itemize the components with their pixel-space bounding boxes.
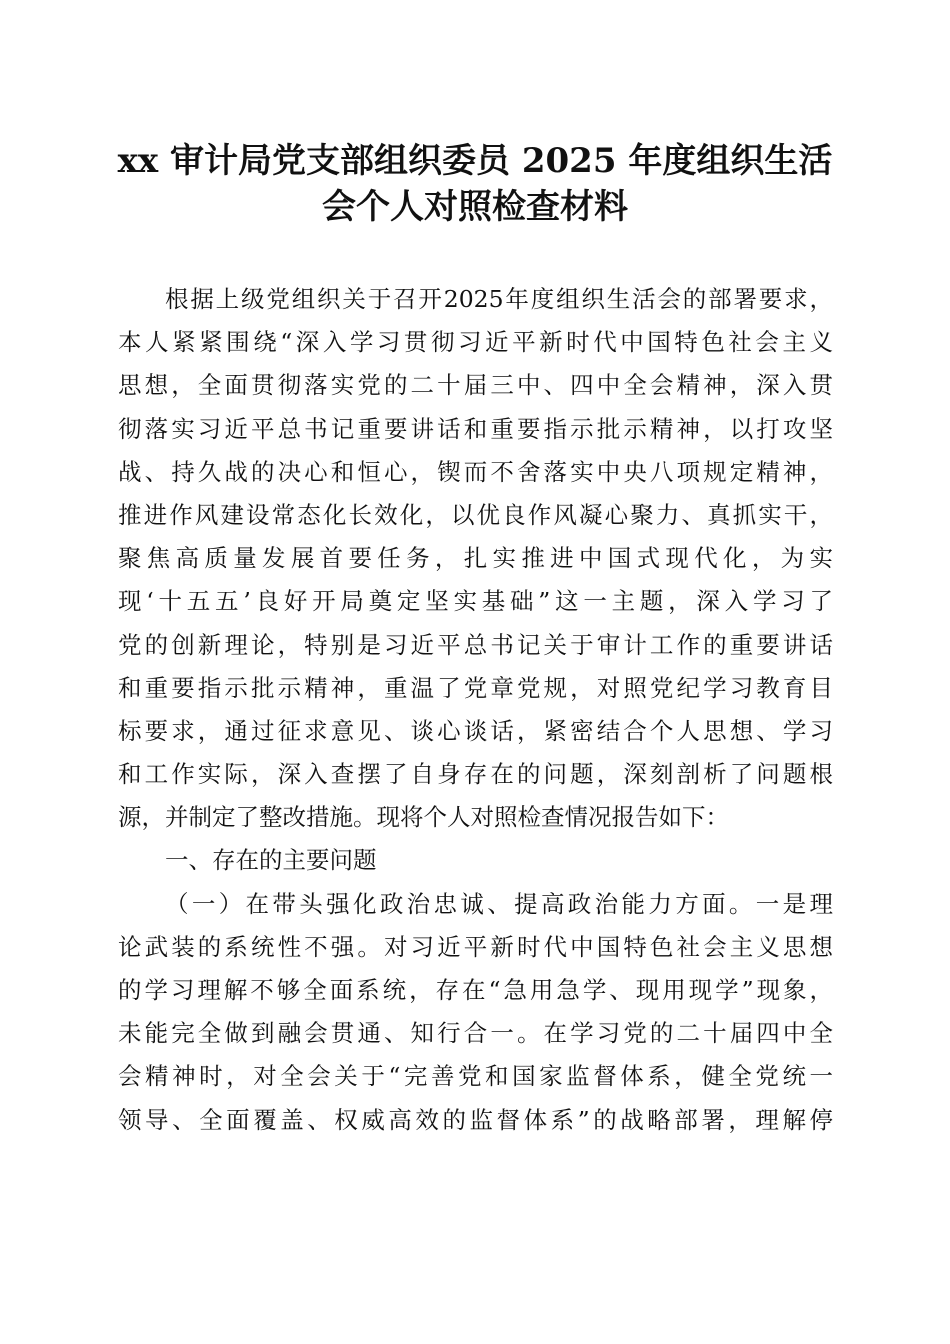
paragraph-line: 党的创新理论，特别是习近平总书记关于审计工作的重要讲话 (118, 630, 833, 659)
paragraph-line: 根据上级党组织关于召开2025年度组织生活会的部署要求， (165, 285, 833, 313)
paragraph-line: 推进作风建设常态化长效化，以优良作风凝心聚力、真抓实干， (118, 500, 833, 529)
paragraph-line: 现‘十五五’良好开局奠定坚实基础”这一主题，深入学习了 (118, 587, 833, 616)
paragraph-line: 思想，全面贯彻落实党的二十届三中、四中全会精神，深入贯 (118, 371, 833, 400)
document-body (118, 278, 833, 1142)
paragraph-line: 和工作实际，深入查摆了自身存在的问题，深刻剖析了问题根 (118, 760, 833, 789)
paragraph-line: 源，并制定了整改措施。现将个人对照检查情况报告如下： (118, 803, 729, 832)
paragraph-line: 的学习理解不够全面系统，存在“急用急学、现用现学”现象， (118, 976, 833, 1004)
paragraph-line: 论武装的系统性不强。对习近平新时代中国特色社会主义思想 (118, 932, 833, 961)
paragraph-line: 本人紧紧围绕“深入学习贯彻习近平新时代中国特色社会主义 (118, 328, 833, 357)
paragraph-line: （一）在带头强化政治忠诚、提高政治能力方面。一是理 (165, 889, 833, 918)
title-line: 会个人对照检查材料 (322, 187, 628, 227)
title-line: xx 审计局党支部组织委员 2025 年度组织生活 (117, 141, 833, 181)
paragraph-line: 会精神时，对全会关于“完善党和国家监督体系，健全党统一 (118, 1062, 833, 1091)
paragraph-line: 聚焦高质量发展首要任务，扎实推进中国式现代化，为实 (118, 544, 833, 573)
paragraph-line: 和重要指示批示精神，重温了党章党规，对照党纪学习教育目 (118, 673, 833, 702)
paragraph-line: 领导、全面覆盖、权威高效的监督体系”的战略部署，理解停 (118, 1105, 833, 1134)
paragraph-line: 标要求，通过征求意见、谈心谈话，紧密结合个人思想、学习 (118, 716, 833, 745)
document-title (100, 138, 850, 230)
paragraph-line: 未能完全做到融会贯通、知行合一。在学习党的二十届四中全 (118, 1019, 833, 1048)
paragraph-line: 战、持久战的决心和恒心，锲而不舍落实中央八项规定精神， (118, 457, 833, 486)
paragraph-line: 彻落实习近平总书记重要讲话和重要指示批示精神，以打攻坚 (118, 414, 833, 443)
section-heading: 一、存在的主要问题 (165, 846, 377, 875)
